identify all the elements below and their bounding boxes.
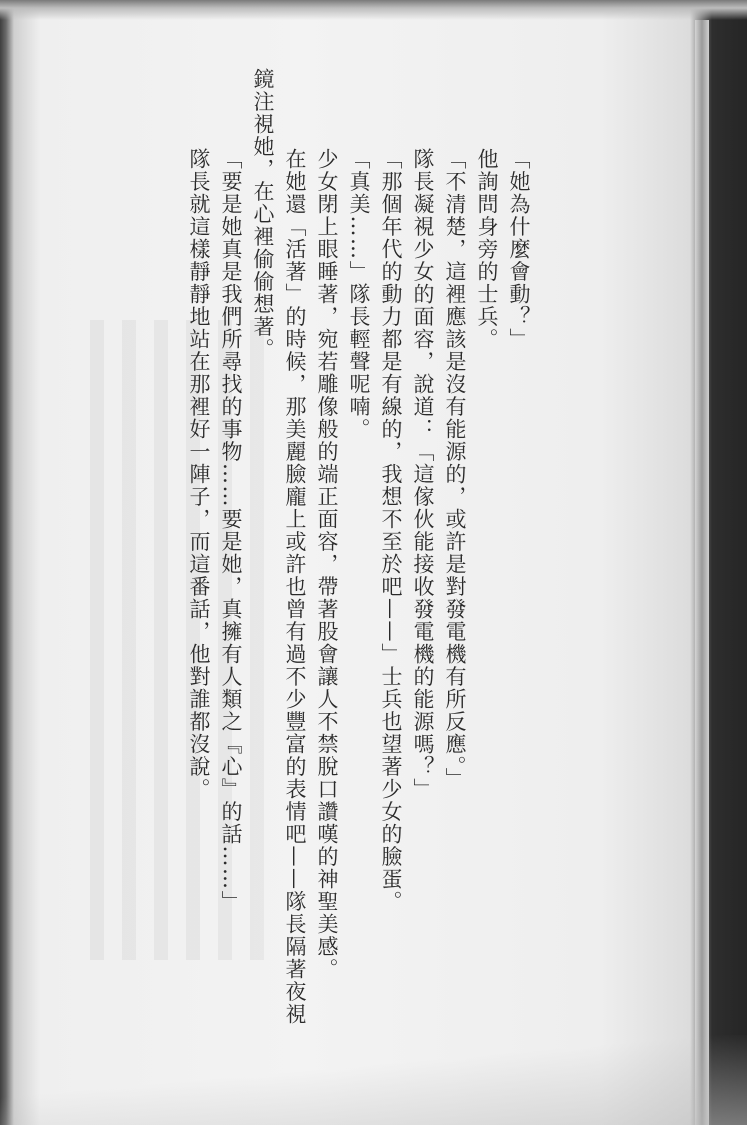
text-line-2: 他詢問身旁的士兵。 [475,148,499,351]
text-line-9: 鏡注視她，在心裡偷偷想著。 [251,68,275,361]
text-line-3: 「不清楚，這裡應該是沒有能源的，或許是對發電機有所反應。」 [443,148,467,790]
text-line-10: 「要是她真是我們所尋找的事物……要是她，真擁有人類之『心』的話……」 [219,148,243,913]
text-line-4: 隊長凝視少女的面容，說道：「這傢伙能接收發電機的能源嗎？」 [411,148,435,801]
scan-bottom-shadow [0,1035,747,1125]
page-edge [695,20,709,1125]
text-line-1: 「她為什麼會動？」 [507,148,531,351]
scan-top-shadow [0,0,747,20]
text-line-8: 在她還「活著」的時候，那美麗臉龐上或許也曾有過不少豐富的表情吧——隊長隔著夜視 [283,148,307,1026]
text-line-11: 隊長就這樣靜靜地站在那裡好一陣子，而這番話，他對誰都沒說。 [187,148,211,801]
text-line-6: 「真美……」隊長輕聲呢喃。 [347,148,371,441]
text-line-5: 「那個年代的動力都是有線的，我想不至於吧——」士兵也望著少女的臉蛋。 [379,148,403,913]
vertical-text-body [183,68,535,1038]
text-line-7: 少女閉上眼睡著，宛若雕像般的端正面容，帶著股會讓人不禁脫口讚嘆的神聖美感。 [315,148,339,981]
